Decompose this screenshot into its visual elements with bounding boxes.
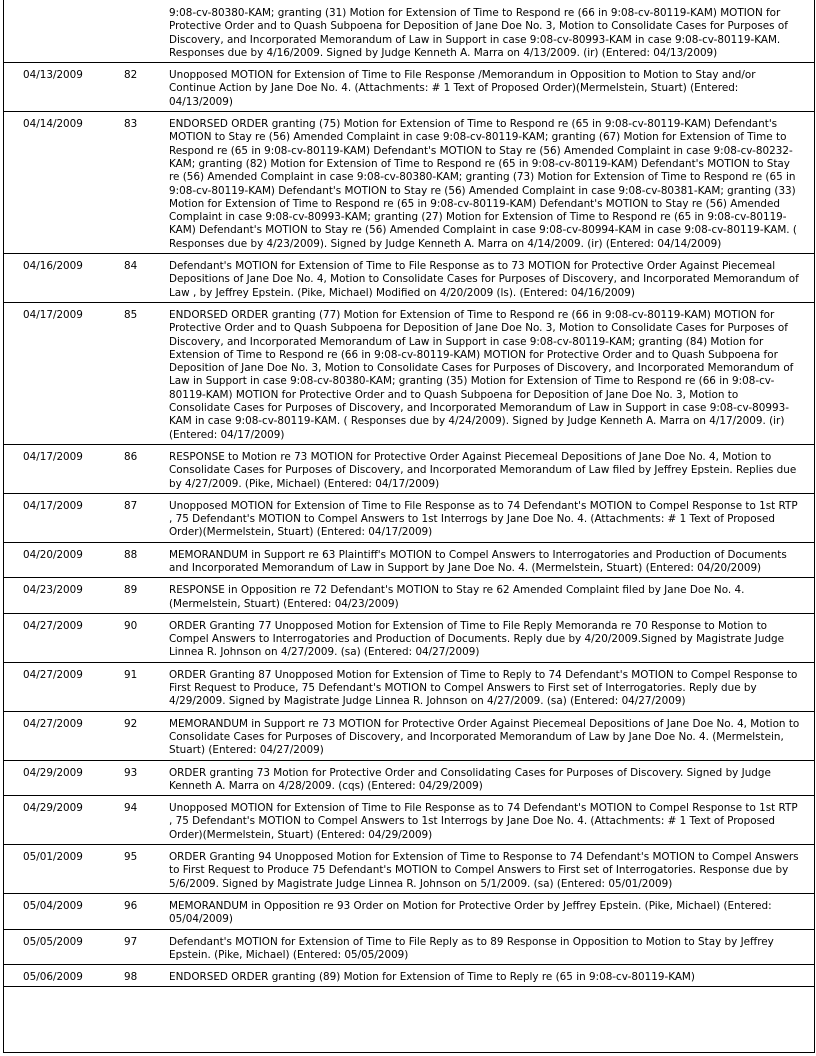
docket-entry-row <box>4 444 814 493</box>
entry-number: 96 <box>114 893 163 929</box>
docket-entry-row <box>4 613 814 662</box>
entry-number: 90 <box>114 613 163 662</box>
entry-number: 95 <box>114 845 163 894</box>
entry-date: 05/06/2009 <box>4 965 114 987</box>
entry-number: 93 <box>114 760 163 796</box>
docket-entry-row <box>4 845 814 894</box>
docket-entry-row <box>4 112 814 254</box>
entry-date: 04/16/2009 <box>4 254 114 303</box>
entry-date: 04/27/2009 <box>4 662 114 711</box>
docket-entry-row <box>4 302 814 444</box>
entry-text: Unopposed MOTION for Extension of Time to File Response as to 74 Defendant's MOTION to Compel Response to 1st RTP , 75 Defendant's MOTION to Compel Answers to 1st Interrogs by Jane Doe No. 4. (Attachments: # 1 Text of Proposed Order)(Mermelstein, Stuart) (Entered: 04/29/2009) <box>163 796 814 845</box>
docket-entry-row <box>4 796 814 845</box>
entry-date: 04/29/2009 <box>4 796 114 845</box>
entry-text: 9:08-cv-80380-KAM; granting (31) Motion for Extension of Time to Respond re (66 in 9:08-cv-80119-KAM) MOTION for Protective Order and to Quash Subpoena for Deposition of Jane Doe No. 3, Motion to Consolidate Cases for Purposes of Discovery, and Incorporated Memorandum of Law in Support in case 9:08-cv-80993-KAM in case 9:08-cv-80119-KAM. Responses due by 4/16/2009. Signed by Judge Kenneth A. Marra on 4/13/2009. (ir) (Entered: 04/13/2009) <box>163 0 814 63</box>
entry-date <box>4 0 114 63</box>
entry-text: ORDER granting 73 Motion for Protective Order and Consolidating Cases for Purposes of Discovery. Signed by Judge Kenneth A. Marra on 4/28/2009. (cqs) (Entered: 04/29/2009) <box>163 760 814 796</box>
docket-entry-row <box>4 578 814 614</box>
docket-entry-row <box>4 254 814 303</box>
docket-entry-row <box>4 760 814 796</box>
entry-text: ENDORSED ORDER granting (75) Motion for Extension of Time to Respond re (65 in 9:08-cv-80119-KAM) Defendant's MOTION to Stay re (56) Amended Complaint in case 9:08-cv-80119-KAM; granting (67) Motion for Extension of Time to Respond re (65 in 9:08-cv-80119-KAM) Defendant's MOTION to Stay re (56) Amended Complaint in case 9:08-cv-80232-KAM; granting (82) Motion for Extension of Time to Respond re (65 in 9:08-cv-80119-KAM) Defendant's MOTION to Stay re (56) Amended Complaint in case 9:08-cv-80380-KAM; granting (73) Motion for Extension of Time to Respond re (65 in 9:08-cv-80119-KAM) Defendant's MOTION to Stay re (56) Amended Complaint in case 9:08-cv-80381-KAM; granting (33) Motion for Extension of Time to Respond re (65 in 9:08-cv-80119-KAM) Defendant's MOTION to Stay re (56) Amended Complaint in case 9:08-cv-80993-KAM; granting (27) Motion for Extension of Time to Respond re (65 in 9:08-cv-80119-KAM) Defendant's MOTION to Stay re (56) Amended Complaint in case 9:08-cv-80994-KAM in case 9:08-cv-80119-KAM. ( Responses due by 4/23/2009). Signed by Judge Kenneth A. Marra on 4/14/2009. (ir) (Entered: 04/14/2009) <box>163 112 814 254</box>
entry-date: 04/27/2009 <box>4 711 114 760</box>
entry-text: MEMORANDUM in Support re 63 Plaintiff's MOTION to Compel Answers to Interrogatories and Production of Documents and Incorporated Memorandum of Law in Support by Jane Doe No. 4. (Mermelstein, Stuart) (Entered: 04/20/2009) <box>163 542 814 578</box>
entry-number: 89 <box>114 578 163 614</box>
docket-entry-row <box>4 893 814 929</box>
docket-entry-row <box>4 965 814 987</box>
entry-date: 04/14/2009 <box>4 112 114 254</box>
entry-text: ORDER Granting 77 Unopposed Motion for Extension of Time to File Reply Memoranda re 70 Response to Motion to Compel Answers to Interrogatories and Production of Documents. Reply due by 4/20/2009.Signed by Magistrate Judge Linnea R. Johnson on 4/27/2009. (sa) (Entered: 04/27/2009) <box>163 613 814 662</box>
entry-date: 04/17/2009 <box>4 493 114 542</box>
entry-number: 85 <box>114 302 163 444</box>
entry-date: 04/13/2009 <box>4 63 114 112</box>
entry-number: 83 <box>114 112 163 254</box>
entry-text: ORDER Granting 87 Unopposed Motion for Extension of Time to Reply to 74 Defendant's MOTION to Compel Response to First Request to Produce, 75 Defendant's MOTION to Compel Answers to First set of Interrogatories. Reply due by 4/29/2009. Signed by Magistrate Judge Linnea R. Johnson on 4/27/2009. (sa) (Entered: 04/27/2009) <box>163 662 814 711</box>
entry-number: 91 <box>114 662 163 711</box>
entry-date: 04/29/2009 <box>4 760 114 796</box>
entry-text: ENDORSED ORDER granting (89) Motion for Extension of Time to Reply re (65 in 9:08-cv-80119-KAM) <box>163 965 814 987</box>
entry-number <box>114 0 163 63</box>
entry-text: ORDER Granting 94 Unopposed Motion for Extension of Time to Response to 74 Defendant's MOTION to Compel Answers to First Request to Produce 75 Defendant's MOTION to Compel Answers to First set of Interrogatories. Response due by 5/6/2009. Signed by Magistrate Judge Linnea R. Johnson on 5/1/2009. (sa) (Entered: 05/01/2009) <box>163 845 814 894</box>
entry-text: MEMORANDUM in Support re 73 MOTION for Protective Order Against Piecemeal Depositions of Jane Doe No. 4, Motion to Consolidate Cases for Purposes of Discovery, and Incorporated Memorandum of Law by Jane Doe No. 4. (Mermelstein, Stuart) (Entered: 04/27/2009) <box>163 711 814 760</box>
docket-entry-row <box>4 63 814 112</box>
docket-entry-row <box>4 542 814 578</box>
entry-number: 88 <box>114 542 163 578</box>
docket-entry-row <box>4 929 814 965</box>
entry-text: RESPONSE to Motion re 73 MOTION for Protective Order Against Piecemeal Depositions of Jane Doe No. 4, Motion to Consolidate Cases for Purposes of Discovery, and Incorporated Memorandum of Law filed by Jeffrey Epstein. Replies due by 4/27/2009. (Pike, Michael) (Entered: 04/17/2009) <box>163 444 814 493</box>
entry-date: 04/17/2009 <box>4 302 114 444</box>
entry-text: RESPONSE in Opposition re 72 Defendant's MOTION to Stay re 62 Amended Complaint filed by Jane Doe No. 4. (Mermelstein, Stuart) (Entered: 04/23/2009) <box>163 578 814 614</box>
entry-text: Defendant's MOTION for Extension of Time to File Response as to 73 MOTION for Protective Order Against Piecemeal Depositions of Jane Doe No. 4, Motion to Consolidate Cases for Purposes of Discovery, and Incorporated Memorandum of Law , by Jeffrey Epstein. (Pike, Michael) Modified on 4/20/2009 (ls). (Entered: 04/16/2009) <box>163 254 814 303</box>
entry-date: 04/17/2009 <box>4 444 114 493</box>
entry-text: ENDORSED ORDER granting (77) Motion for Extension of Time to Respond re (66 in 9:08-cv-80119-KAM) MOTION for Protective Order and to Quash Subpoena for Deposition of Jane Doe No. 3, Motion to Consolidate Cases for Purposes of Discovery, and Incorporated Memorandum of Law in Support in case 9:08-cv-80119-KAM; granting (84) Motion for Extension of Time to Respond re (66 in 9:08-cv-80119-KAM) MOTION for Protective Order and to Quash Subpoena for Deposition of Jane Doe No. 3, Motion to Consolidate Cases for Purposes of Discovery, and Incorporated Memorandum of Law in Support in case 9:08-cv-80380-KAM; granting (35) Motion for Extension of Time to Respond re (66 in 9:08-cv-80119-KAM) MOTION for Protective Order and to Quash Subpoena for Deposition of Jane Doe No. 3, Motion to Consolidate Cases for Purposes of Discovery, and Incorporated Memorandum of Law in Support in case 9:08-cv-80993-KAM in case 9:08-cv-80119-KAM. ( Responses due by 4/24/2009). Signed by Judge Kenneth A. Marra on 4/17/2009. (ir) (Entered: 04/17/2009) <box>163 302 814 444</box>
entry-text: Unopposed MOTION for Extension of Time to File Response /Memorandum in Opposition to Motion to Stay and/or Continue Action by Jane Doe No. 4. (Attachments: # 1 Text of Proposed Order)(Mermelstein, Stuart) (Entered: 04/13/2009) <box>163 63 814 112</box>
entry-number: 98 <box>114 965 163 987</box>
entry-number: 87 <box>114 493 163 542</box>
docket-body <box>4 0 814 987</box>
docket-entry-row <box>4 0 814 63</box>
entry-date: 04/23/2009 <box>4 578 114 614</box>
entry-number: 82 <box>114 63 163 112</box>
entry-number: 94 <box>114 796 163 845</box>
entry-date: 04/27/2009 <box>4 613 114 662</box>
entry-date: 04/20/2009 <box>4 542 114 578</box>
entry-number: 97 <box>114 929 163 965</box>
entry-date: 05/04/2009 <box>4 893 114 929</box>
entry-date: 05/01/2009 <box>4 845 114 894</box>
docket-entry-row <box>4 493 814 542</box>
entry-number: 86 <box>114 444 163 493</box>
docket-entry-row <box>4 662 814 711</box>
docket-entry-row <box>4 711 814 760</box>
docket-table <box>4 0 814 987</box>
docket-page <box>3 0 815 1053</box>
entry-number: 84 <box>114 254 163 303</box>
entry-text: Unopposed MOTION for Extension of Time to File Response as to 74 Defendant's MOTION to Compel Response to 1st RTP , 75 Defendant's MOTION to Compel Answers to 1st Interrogs by Jane Doe No. 4. (Attachments: # 1 Text of Proposed Order)(Mermelstein, Stuart) (Entered: 04/17/2009) <box>163 493 814 542</box>
entry-date: 05/05/2009 <box>4 929 114 965</box>
entry-text: Defendant's MOTION for Extension of Time to File Reply as to 89 Response in Opposition to Motion to Stay by Jeffrey Epstein. (Pike, Michael) (Entered: 05/05/2009) <box>163 929 814 965</box>
entry-text: MEMORANDUM in Opposition re 93 Order on Motion for Protective Order by Jeffrey Epstein. (Pike, Michael) (Entered: 05/04/2009) <box>163 893 814 929</box>
entry-number: 92 <box>114 711 163 760</box>
